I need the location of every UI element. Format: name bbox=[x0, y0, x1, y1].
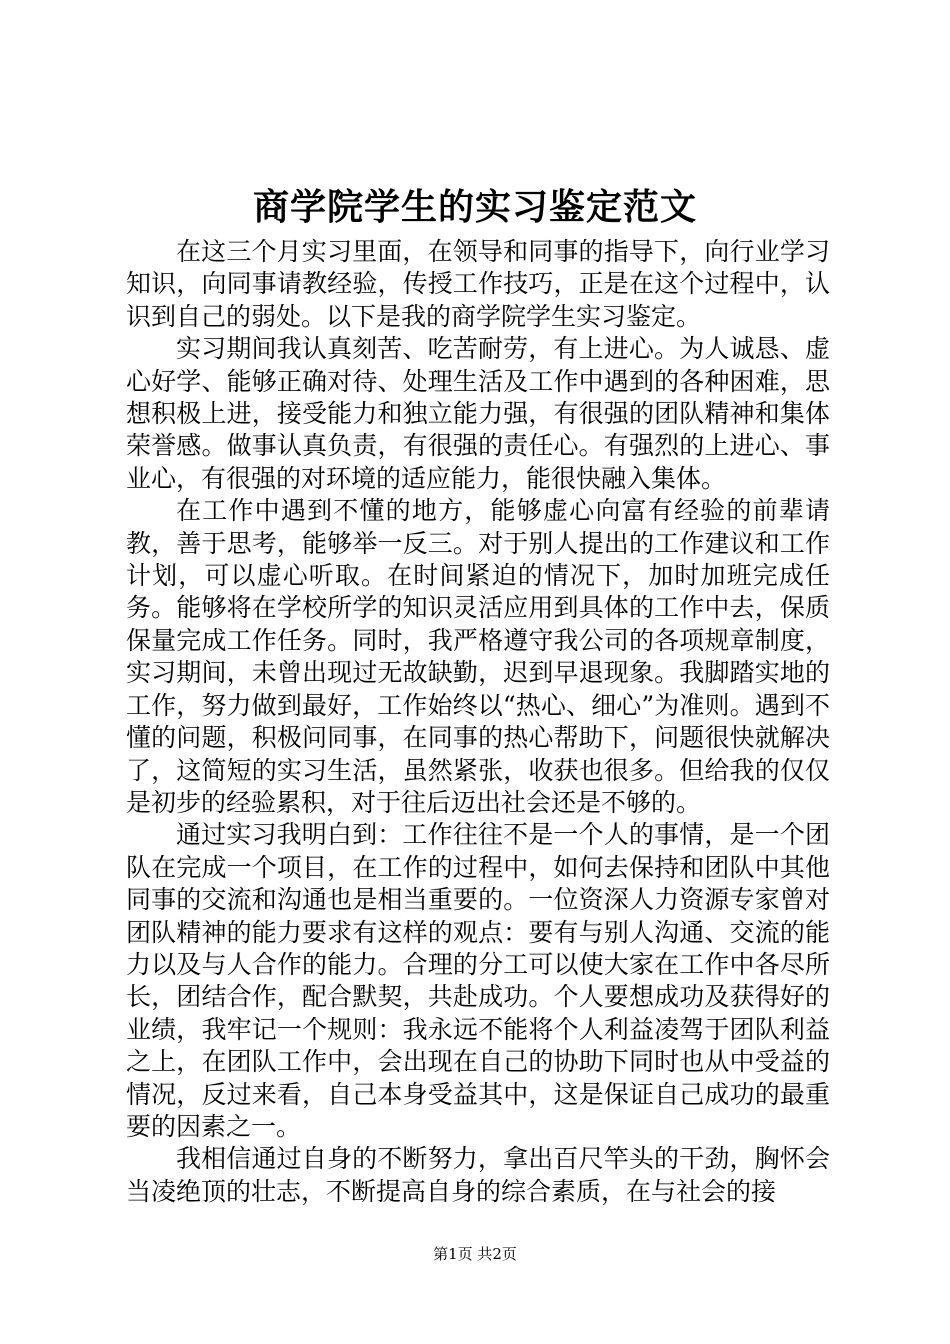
paragraph: 实习期间我认真刻苦、吃苦耐劳，有上进心。为人诚恳、虚心好学、能够正确对待、处理生活及工作中遇到的各种困难，思想积极上进，接受能力和独立能力强，有很强的团队精神和集体荣誉感。做事认真负责，有很强的责任心。有强烈的上进心、事业心，有很强的对环境的适应能力，能很快融入集体。 bbox=[126, 334, 830, 493]
paragraph: 我相信通过自身的不断努力，拿出百尺竿头的干劲，胸怀会当凌绝顶的壮志，不断提高自身的综合素质，在与社会的接 bbox=[126, 1144, 830, 1206]
document-title: 商学院学生的实习鉴定范文 bbox=[252, 186, 697, 228]
paragraph: 通过实习我明白到：工作往往不是一个人的事情，是一个团队在完成一个项目，在工作的过程中，如何去保持和团队中其他同事的交流和沟通也是相当重要的。一位资深人力资源专家曾对团队精神的能力要求有这样的观点：要有与别人沟通、交流的能力以及与人合作的能力。合理的分工可以使大家在工作中各尽所长，团结合作，配合默契，共赴成功。个人要想成功及获得好的业绩，我牢记一个规则：我永远不能将个人利益凌驾于团队利益之上，在团队工作中，会出现在自己的协助下同时也从中受益的情况，反过来看，自己本身受益其中，这是保证自己成功的最重要的因素之一。 bbox=[126, 820, 830, 1141]
paragraph: 在这三个月实习里面，在领导和同事的指导下，向行业学习知识，向同事请教经验，传授工作技巧，正是在这个过程中，认识到自己的弱处。以下是我的商学院学生实习鉴定。 bbox=[126, 237, 830, 331]
page-footer: 第1页 共2页 bbox=[433, 1245, 517, 1263]
document-body bbox=[126, 236, 830, 1208]
paragraph: 在工作中遇到不懂的地方，能够虚心向富有经验的前辈请教，善于思考，能够举一反三。对于别人提出的工作建议和工作计划，可以虚心听取。在时间紧迫的情况下，加时加班完成任务。能够将在学校所学的知识灵活应用到具体的工作中去，保质保量完成工作任务。同时，我严格遵守我公司的各项规章制度，实习期间，未曾出现过无故缺勤，迟到早退现象。我脚踏实地的工作，努力做到最好，工作始终以“热心、细心”为准则。遇到不懂的问题，积极问同事，在同事的热心帮助下，问题很快就解决了，这简短的实习生活，虽然紧张，收获也很多。但给我的仅仅是初步的经验累积，对于往后迈出社会还是不够的。 bbox=[126, 496, 830, 817]
